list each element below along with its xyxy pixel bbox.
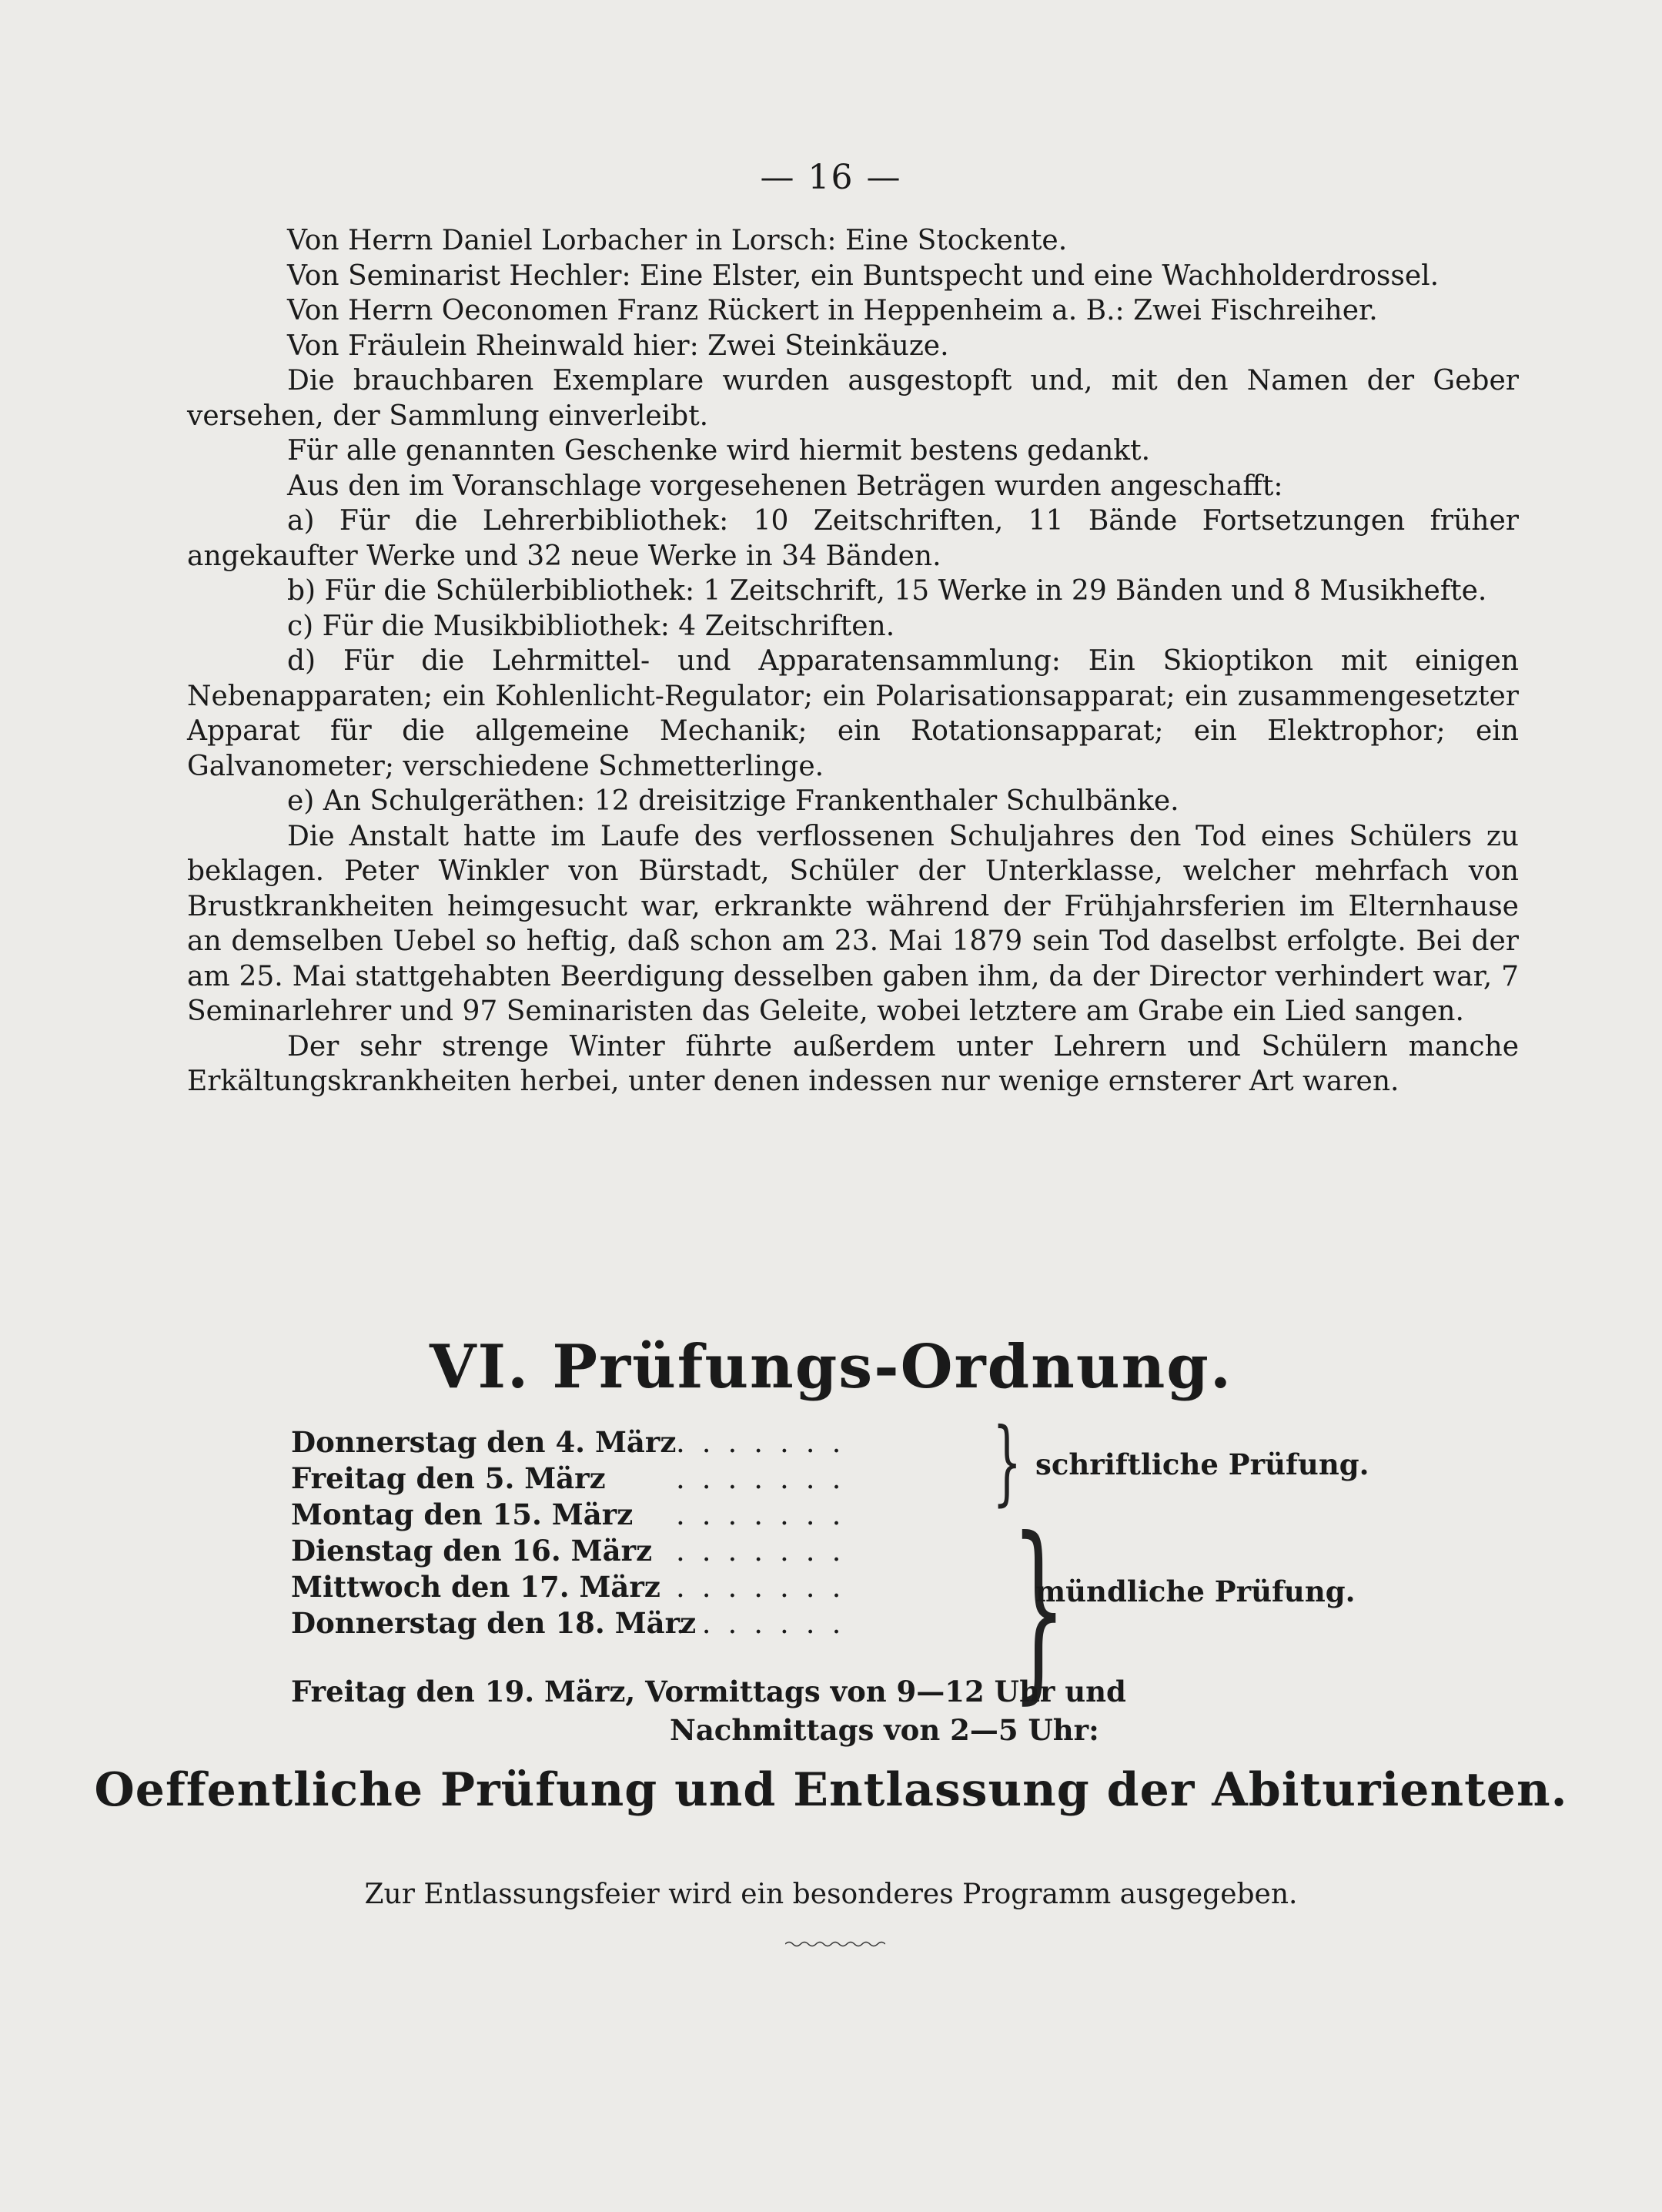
schedule-row <box>291 1497 858 1533</box>
paragraph: Von Seminarist Hechler: Eine Elster, ein Buntspecht und eine Wachholderdrossel. <box>287 259 1440 292</box>
page-number: — 16 — <box>760 158 902 197</box>
paragraph: c) Für die Musikbibliothek: 4 Zeitschriften. <box>287 610 895 642</box>
schedule-date: Freitag den 5. März <box>291 1461 606 1495</box>
schedule-date: Montag den 15. März <box>291 1498 634 1531</box>
leader-dots: ....... <box>676 1498 858 1531</box>
brace-written: } <box>992 1409 1022 1516</box>
leader-dots: ....... <box>676 1534 858 1568</box>
paragraph: Von Herrn Daniel Lorbacher in Lorsch: Eine Stockente. <box>287 225 1068 256</box>
schedule-date: Dienstag den 16. März <box>291 1534 653 1568</box>
paragraph: Von Fräulein Rheinwald hier: Zwei Steinkäuze. <box>287 330 949 362</box>
schedule-row <box>291 1424 858 1461</box>
paragraph: Die brauchbaren Exemplare wurden ausgestopft und, mit den Namen der Geber versehen, der Sammlung einverleibt. <box>187 365 1519 432</box>
paragraph: Für alle genannten Geschenke wird hiermit bestens gedankt. <box>287 435 1151 467</box>
section-title: VI. Prüfungs-Ordnung. <box>430 1332 1232 1402</box>
paragraph: Die Anstalt hatte im Laufe des verflossenen Schuljahres den Tod eines Schülers zu beklagen. Peter Winkler von Bürstadt, Schüler der Unterklasse, welcher mehrfach von Brustkrankheiten heimgesucht war, erkrankte während der Frühjahrsferien im Elternhause an demselben Uebel so heftig, daß schon am 23. Mai 1879 sein Tod daselbst erfolgte. Bei der am 25. Mai stattgehabten Beerdigung desselben gaben ihm, da der Director verhindert war, 7 Seminarlehrer und 97 Seminaristen das Geleite, wobei letztere am Grabe ein Lied sangen. <box>187 820 1519 1027</box>
friday-schedule-line2: Nachmittags von 2—5 Uhr: <box>670 1713 1099 1747</box>
schedule-date: Donnerstag den 18. März <box>291 1606 697 1640</box>
paragraph: e) An Schulgeräthen: 12 dreisitzige Frankenthaler Schulbänke. <box>287 785 1179 817</box>
leader-dots: ....... <box>676 1426 858 1459</box>
brace-oral: } <box>1011 1497 1067 1721</box>
schedule-date: Donnerstag den 4. März <box>291 1425 677 1459</box>
schedule-row <box>291 1569 858 1605</box>
body-text <box>187 223 1519 1099</box>
leader-dots: ....... <box>676 1462 858 1495</box>
schedule-row <box>291 1605 858 1641</box>
written-exam-label: schriftliche Prüfung. <box>1035 1447 1369 1481</box>
schedule-row <box>291 1533 858 1569</box>
schedule-date: Mittwoch den 17. März <box>291 1570 660 1604</box>
closing-note: Zur Entlassungsfeier wird ein besonderes Programm ausgegeben. <box>364 1879 1298 1910</box>
paragraph: Der sehr strenge Winter führte außerdem unter Lehrern und Schülern manche Erkältungskrankheiten herbei, unter denen indessen nur wenige ernsterer Art waren. <box>187 1030 1519 1097</box>
leader-dots: ....... <box>676 1607 858 1640</box>
paragraph: a) Für die Lehrerbibliothek: 10 Zeitschriften, 11 Bände Fortsetzungen früher angekaufter Werke und 32 neue Werke in 34 Bänden. <box>187 505 1519 572</box>
exam-schedule <box>291 1424 858 1641</box>
paragraph: Aus den im Voranschlage vorgesehenen Beträgen wurden angeschafft: <box>287 470 1283 502</box>
public-exam-heading: Oeffentliche Prüfung und Entlassung der Abiturienten. <box>94 1763 1568 1817</box>
paragraph: b) Für die Schülerbibliothek: 1 Zeitschrift, 15 Werke in 29 Bänden und 8 Musikhefte. <box>287 575 1487 607</box>
paragraph: Von Herrn Oeconomen Franz Rückert in Heppenheim a. B.: Zwei Fischreiher. <box>287 295 1378 326</box>
oral-exam-label: mündliche Prüfung. <box>1035 1575 1356 1608</box>
friday-schedule-line1: Freitag den 19. März, Vormittags von 9—12 Uhr und <box>291 1675 1126 1708</box>
leader-dots: ....... <box>676 1571 858 1604</box>
wavy-ornament-icon <box>785 1940 885 1948</box>
paragraph: d) Für die Lehrmittel- und Apparatensammlung: Ein Skioptikon mit einigen Nebenapparaten; ein Kohlenlicht-Regulator; ein Polarisationsapparat; ein zusammengesetzter Apparat für die allgemeine Mechanik; ein Rotationsapparat; ein Elektrophor; ein Galvanometer; verschiedene Schmetterlinge. <box>187 645 1519 782</box>
schedule-row <box>291 1461 858 1497</box>
